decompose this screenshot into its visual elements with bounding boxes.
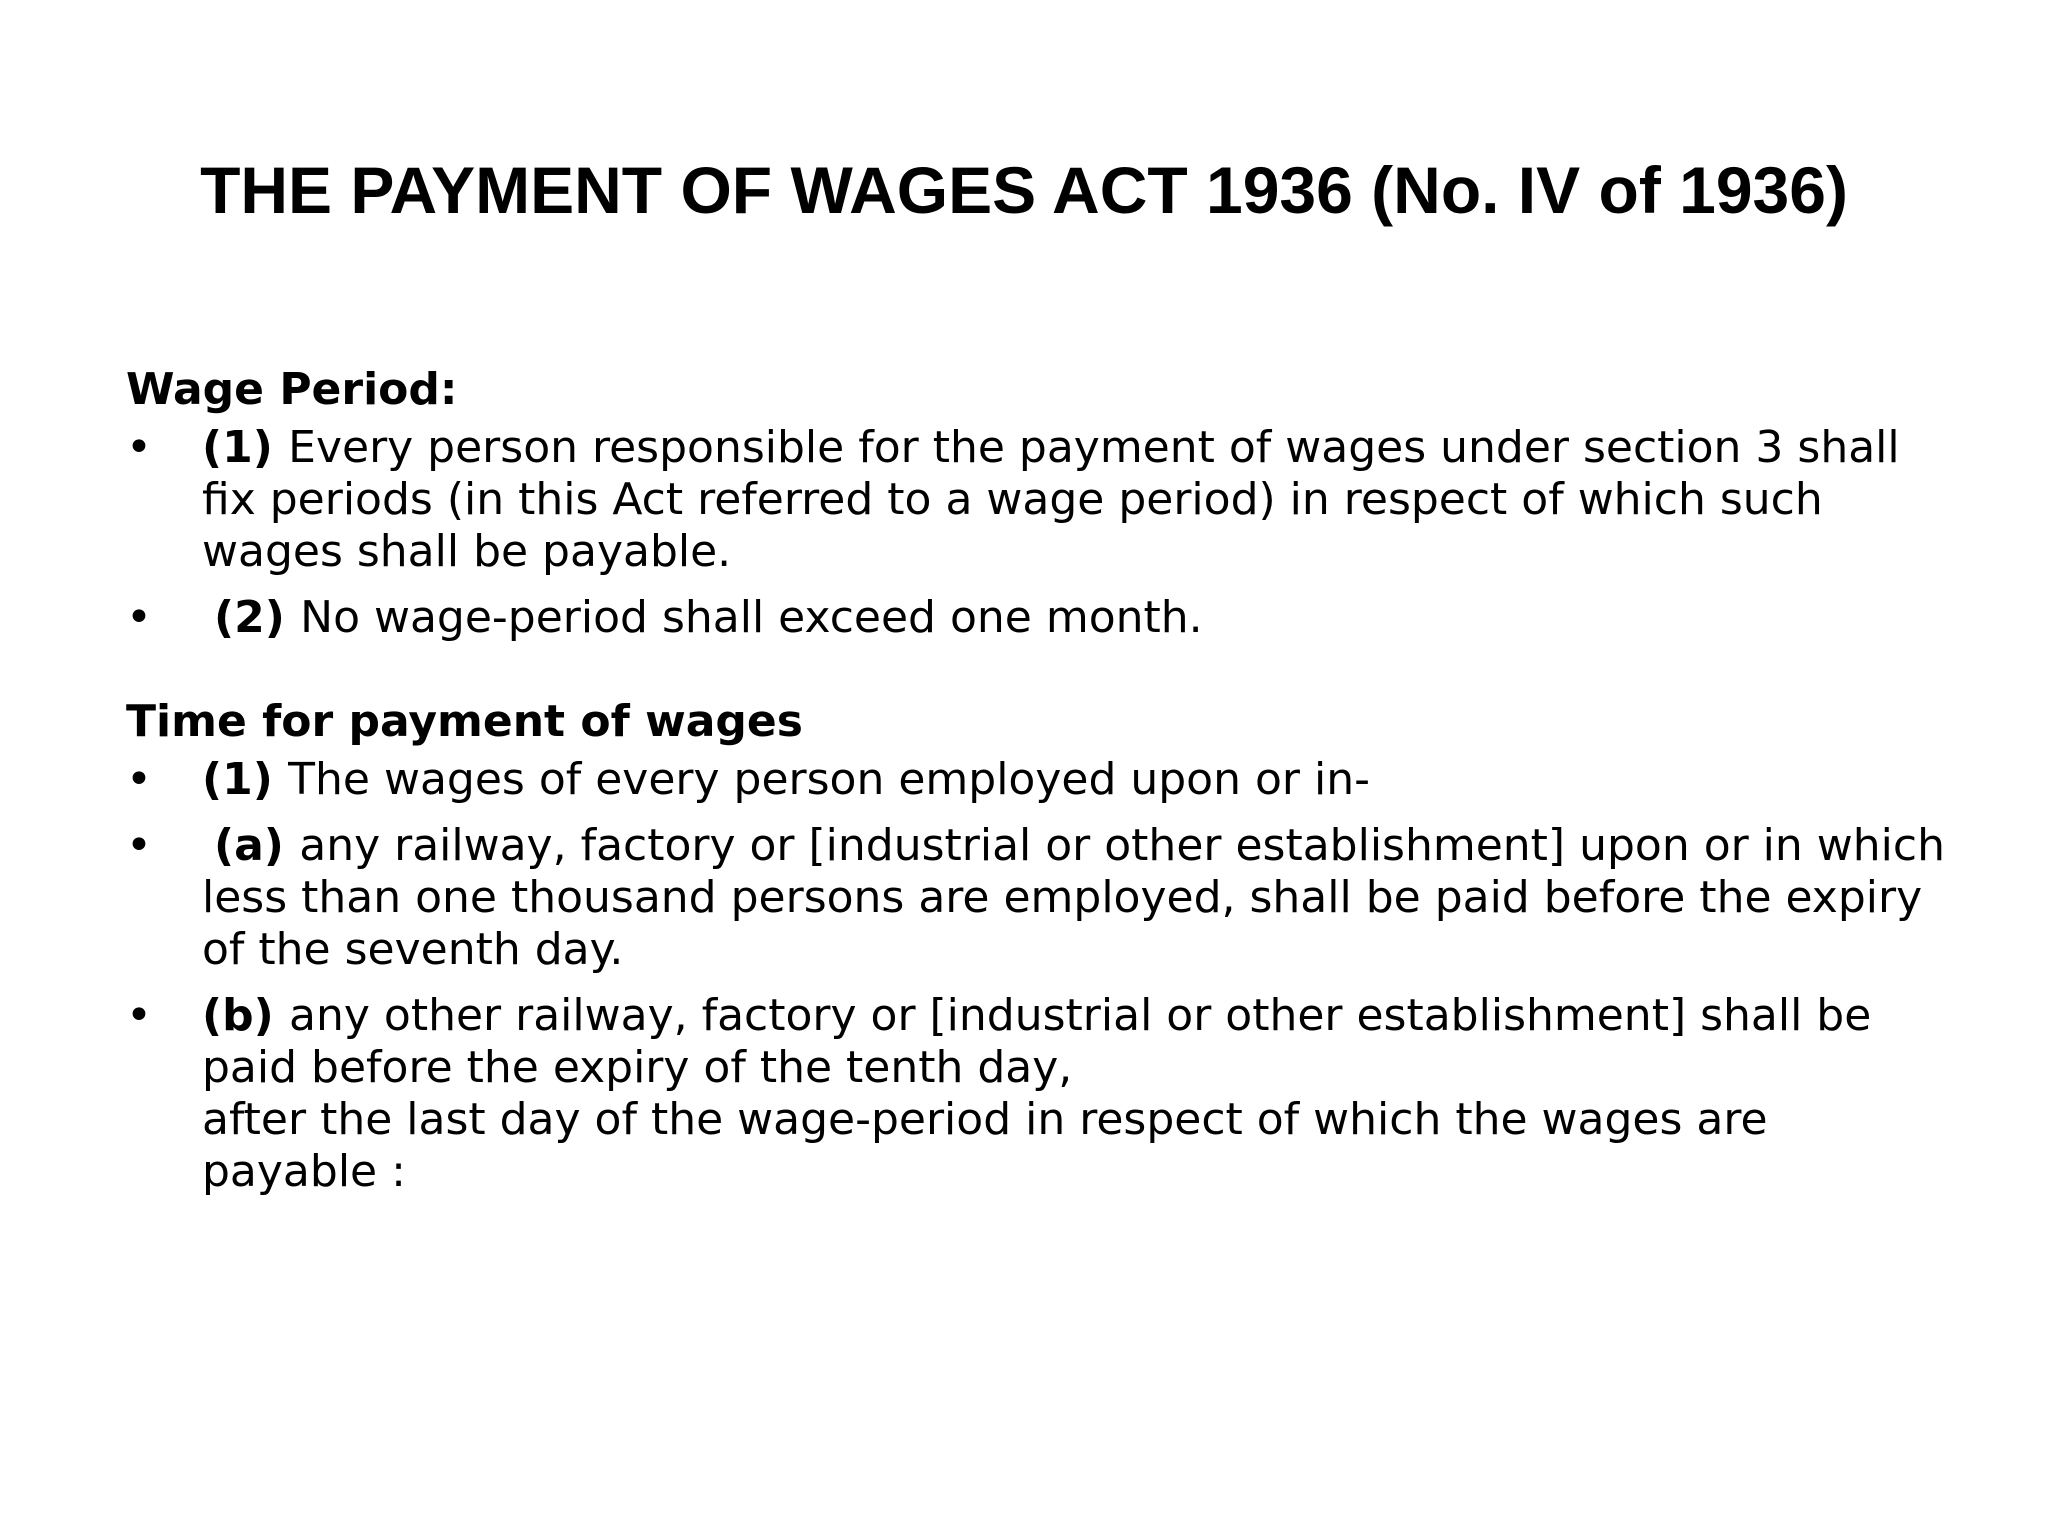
item-marker: (a) — [214, 820, 300, 871]
item-text: any other railway, factory or [industrial or other establishment] shall be paid before the expiry of the tenth day, — [202, 990, 1872, 1093]
item-text: any railway, factory or [industrial or other establishment] upon or in which less than one thousand persons are employed, shall be paid before the expiry of the seventh day. — [202, 820, 1945, 975]
item-marker: (1) — [202, 754, 289, 805]
bullet-icon: • — [126, 754, 152, 805]
bullet-icon: • — [126, 990, 152, 1041]
bullet-icon: • — [126, 820, 152, 871]
item-marker: (b) — [202, 990, 290, 1041]
item-text: No wage-period shall exceed one month. — [300, 592, 1203, 643]
section-heading-wage-period: Wage Period: — [126, 364, 458, 415]
list-item — [126, 754, 1956, 806]
slide-title: THE PAYMENT OF WAGES ACT 1936 (No. IV of 1936) — [200, 153, 1848, 227]
item-marker: (1) — [202, 422, 289, 473]
slide-body — [126, 364, 1956, 1212]
bullet-icon: • — [126, 592, 152, 643]
item-text: The wages of every person employed upon or in- — [288, 754, 1370, 805]
item-marker: (2) — [214, 592, 301, 643]
item-text: Every person responsible for the payment of wages under section 3 shall fix periods (in this Act referred to a wage period) in respect of which such wages shall be payable. — [202, 422, 1900, 577]
list-item — [126, 820, 1956, 976]
list-item — [126, 422, 1956, 578]
list-item — [126, 990, 1956, 1198]
bullet-icon: • — [126, 422, 152, 473]
wage-period-list — [126, 422, 1956, 644]
time-for-payment-list — [126, 754, 1956, 1198]
section-heading-time-for-payment: Time for payment of wages — [126, 696, 803, 747]
item-continuation-text: after the last day of the wage-period in respect of which the wages are payable : — [202, 1094, 1768, 1197]
list-item — [126, 592, 1956, 644]
